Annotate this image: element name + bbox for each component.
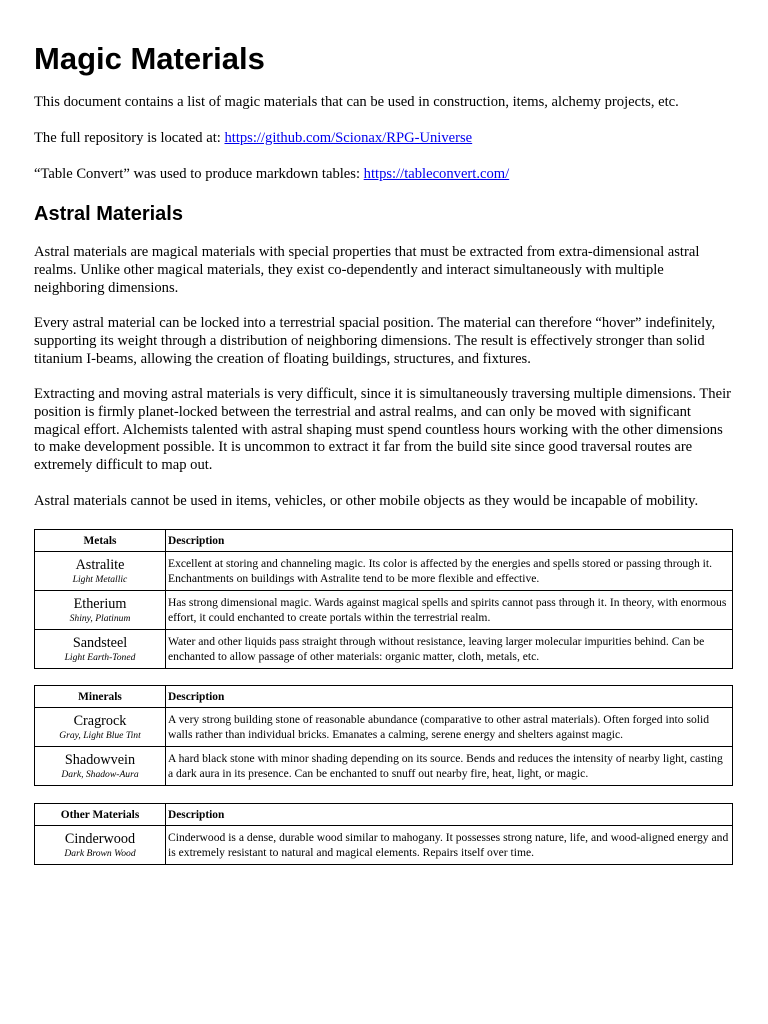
column-header-description: Description [166, 804, 733, 826]
section-paragraph: Astral materials are magical materials with special properties that must be extracted from extra-dimensional astral realms. Unlike other magical materials, they exist co-dependently and interact simultaneously with multiple neighboring dimensions. [34, 244, 700, 296]
material-name-cell [35, 630, 166, 669]
material-description: Water and other liquids pass straight through without resistance, leaving larger molecular impurities behind. Can be enchanted to allow passage of other materials: organic matter, cloth, metals, etc. [166, 630, 733, 669]
material-name: Cinderwood [64, 830, 136, 847]
table-header-row [35, 686, 733, 708]
table-row [35, 826, 733, 865]
column-header-name: Metals [35, 530, 166, 552]
material-name-cell [35, 826, 166, 865]
table-row [35, 591, 733, 630]
material-appearance: Dark Brown Wood [64, 847, 136, 859]
table-row [35, 708, 733, 747]
tableconvert-link[interactable]: https://tableconvert.com/ [363, 166, 510, 182]
table-header-row [35, 530, 733, 552]
tableconvert-line [34, 166, 734, 184]
column-header-description: Description [166, 530, 733, 552]
table-header-row [35, 804, 733, 826]
table-row [35, 630, 733, 669]
material-appearance: Dark, Shadow-Aura [61, 768, 139, 780]
material-name-cell [35, 747, 166, 786]
repo-link[interactable]: https://github.com/Scionax/RPG-Universe [224, 130, 473, 146]
minerals-table [34, 685, 733, 786]
tableconvert-prefix: “Table Convert” was used to produce markdown tables: [34, 166, 364, 182]
intro-description: This document contains a list of magic materials that can be used in construction, items, alchemy projects, etc. [34, 94, 679, 110]
section-heading: Astral Materials [34, 203, 183, 225]
material-name-cell [35, 708, 166, 747]
metals-table [34, 529, 733, 669]
material-description: Excellent at storing and channeling magic. Its color is affected by the energies and spells stored or passing through it. Enchantments on buildings with Astralite tend to be more flexible and effective. [166, 552, 733, 591]
column-header-description: Description [166, 686, 733, 708]
material-name: Sandsteel [72, 634, 128, 651]
column-header-name: Minerals [35, 686, 166, 708]
material-appearance: Light Metallic [72, 573, 128, 585]
table-row [35, 747, 733, 786]
material-name-cell [35, 552, 166, 591]
material-name: Cragrock [73, 712, 127, 729]
material-description: Has strong dimensional magic. Wards against magical spells and spirits cannot pass through it. In theory, with enormous effort, it could enchanted to create portals within the terrestrial realm. [166, 591, 733, 630]
section-paragraph: Astral materials cannot be used in items, vehicles, or other mobile objects as they would be incapable of mobility. [34, 493, 699, 509]
material-appearance: Gray, Light Blue Tint [59, 729, 141, 741]
section-paragraph: Extracting and moving astral materials is very difficult, since it is simultaneously traversing multiple dimensions. Their position is firmly planet-locked between the terrestrial and astral realms, and can only be moved with significant magical effort. Alchemists talented with astral shaping must spend countless hours working with the other dimensions to make development possible. It is uncommon to extract it far from the build site since good traversal routes are extremely difficult to map out. [34, 386, 731, 474]
material-name: Astralite [75, 556, 125, 573]
material-appearance: Shiny, Platinum [69, 612, 131, 624]
section-paragraph: Every astral material can be locked into a terrestrial spacial position. The material can therefore “hover” indefinitely, supporting its weight through a distribution of neighboring dimensions. The result is effectively stronger than solid titanium I-beams, allowing the creation of floating buildings, structures, and fixtures. [34, 315, 716, 367]
column-header-name: Other Materials [35, 804, 166, 826]
other-materials-table [34, 803, 733, 865]
page-title: Magic Materials [34, 41, 265, 76]
material-description: Cinderwood is a dense, durable wood similar to mahogany. It possesses strong nature, life, and wood-aligned energy and is extremely resistant to natural and magical elements. Repairs itself over time. [166, 826, 733, 865]
material-appearance: Light Earth-Toned [64, 651, 136, 663]
material-name: Shadowvein [64, 751, 136, 768]
material-description: A hard black stone with minor shading depending on its source. Bends and reduces the intensity of nearby light, casting a dark aura in its presence. Can be enchanted to snuff out nearby fire, heat, light, or magic. [166, 747, 733, 786]
table-row [35, 552, 733, 591]
repo-prefix: The full repository is located at: [34, 130, 225, 146]
material-description: A very strong building stone of reasonable abundance (comparative to other astral materials). Often forged into solid walls rather than individual bricks. Emanates a calming, serene energy and shelters against magic. [166, 708, 733, 747]
material-name-cell [35, 591, 166, 630]
material-name: Etherium [73, 595, 127, 612]
repo-line [34, 130, 734, 148]
